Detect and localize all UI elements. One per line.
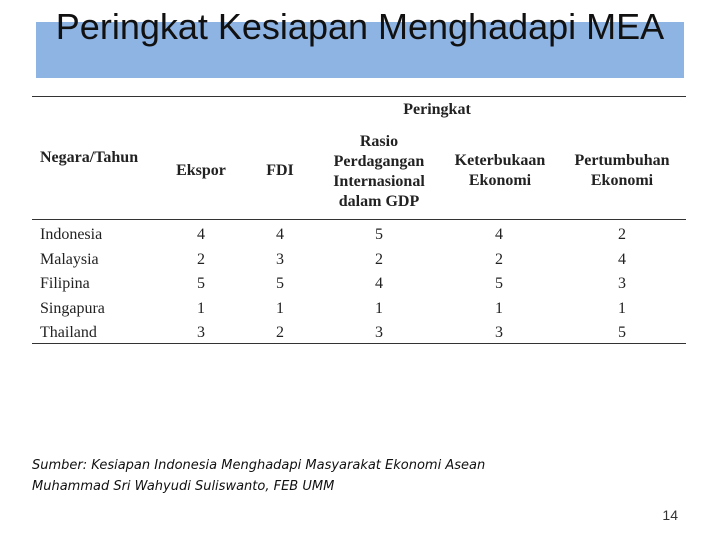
header-country: Negara/Tahun bbox=[40, 149, 139, 166]
table-row bbox=[32, 298, 686, 323]
cell-keterbukaan: 4 bbox=[495, 226, 503, 243]
source-citation bbox=[32, 455, 632, 497]
cell-keterbukaan: 3 bbox=[495, 324, 503, 341]
cell-rasio: 4 bbox=[375, 275, 383, 292]
cell-country: Filipina bbox=[40, 275, 90, 292]
table-row bbox=[32, 249, 686, 274]
table-row bbox=[32, 273, 686, 298]
cell-keterbukaan: 1 bbox=[495, 299, 503, 317]
group-header: Peringkat bbox=[403, 101, 471, 118]
cell-pertumbuhan: 5 bbox=[618, 324, 626, 341]
cell-country: Singapura bbox=[40, 299, 105, 317]
cell-ekspor: 4 bbox=[197, 226, 205, 243]
table-row bbox=[32, 224, 686, 249]
cell-ekspor: 3 bbox=[197, 324, 205, 341]
header-ekspor: Ekspor bbox=[176, 162, 226, 179]
cell-pertumbuhan: 4 bbox=[618, 250, 626, 268]
cell-fdi: 5 bbox=[276, 275, 284, 292]
header-fdi: FDI bbox=[266, 162, 294, 179]
cell-country: Thailand bbox=[40, 324, 97, 341]
slide-title: Peringkat Kesiapan Menghadapi MEA bbox=[55, 6, 665, 47]
cell-rasio: 5 bbox=[375, 226, 383, 243]
table-body bbox=[32, 224, 686, 347]
cell-fdi: 3 bbox=[276, 250, 284, 268]
cell-fdi: 2 bbox=[276, 324, 284, 341]
table-top-rule bbox=[32, 96, 686, 97]
cell-rasio: 2 bbox=[375, 250, 383, 268]
source-line: Sumber: Kesiapan Indonesia Menghadapi Masyarakat Ekonomi Asean bbox=[32, 458, 486, 473]
cell-rasio: 3 bbox=[375, 324, 383, 341]
header-rasio: Rasio Perdagangan Internasional dalam GDP bbox=[333, 133, 425, 210]
cell-pertumbuhan: 1 bbox=[618, 299, 626, 317]
table-bottom-rule bbox=[32, 343, 686, 344]
cell-country: Indonesia bbox=[40, 226, 103, 243]
cell-country: Malaysia bbox=[40, 250, 99, 268]
cell-fdi: 4 bbox=[276, 226, 284, 243]
cell-pertumbuhan: 3 bbox=[618, 275, 626, 292]
cell-ekspor: 2 bbox=[197, 250, 205, 268]
header-keterbukaan: Keterbukaan Ekonomi bbox=[454, 152, 546, 189]
cell-fdi: 1 bbox=[276, 299, 284, 317]
page-number: 14 bbox=[662, 507, 678, 523]
cell-rasio: 1 bbox=[375, 299, 383, 317]
source-line: Muhammad Sri Wahyudi Suliswanto, FEB UMM bbox=[32, 479, 335, 494]
cell-ekspor: 5 bbox=[197, 275, 205, 292]
cell-keterbukaan: 2 bbox=[495, 250, 503, 268]
cell-keterbukaan: 5 bbox=[495, 275, 503, 292]
cell-ekspor: 1 bbox=[197, 299, 205, 317]
table-header-rule bbox=[32, 219, 686, 220]
header-pertumbuhan: Pertumbuhan Ekonomi bbox=[574, 152, 670, 189]
cell-pertumbuhan: 2 bbox=[618, 226, 626, 243]
